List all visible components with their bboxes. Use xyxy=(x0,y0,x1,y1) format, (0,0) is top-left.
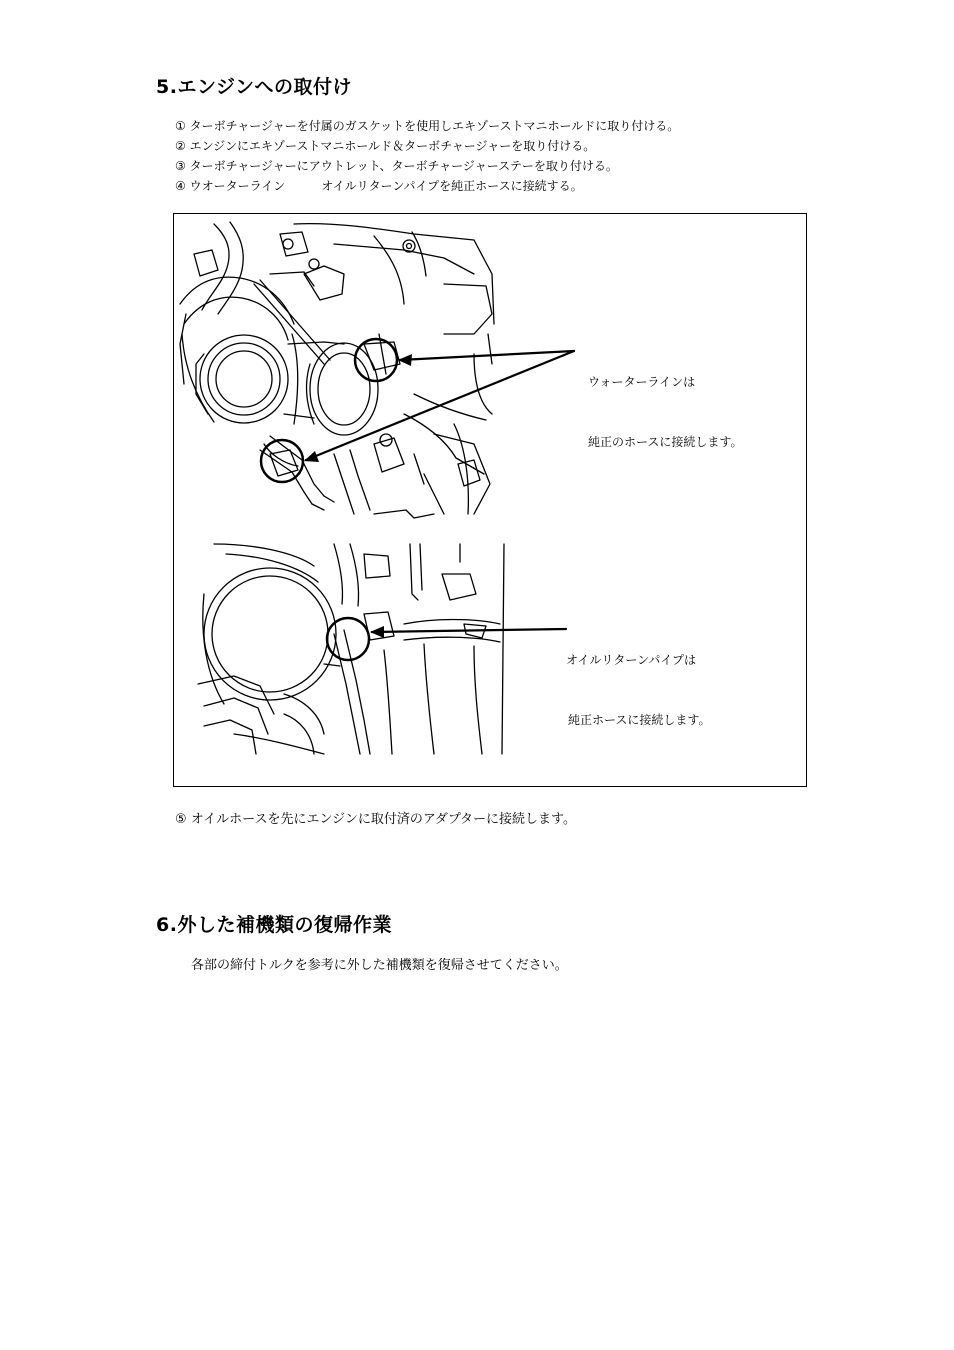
section-5-title: 5.エンジンへの取付け xyxy=(156,76,352,98)
water-line-callout xyxy=(588,332,742,492)
oil-return-callout-line: オイルリターンパイプは xyxy=(566,653,696,667)
engine-line-drawing xyxy=(174,214,807,787)
step-5-text: ⑤ オイルホースを先にエンジンに取付済のアダプターに接続します。 xyxy=(175,812,576,827)
oil-return-callout-line: 純正ホースに接続します。 xyxy=(568,713,711,727)
section-6-title: 6.外した補機類の復帰作業 xyxy=(156,914,392,936)
engine-diagram-figure xyxy=(173,213,807,787)
water-line-callout-line: 純正のホースに接続します。 xyxy=(588,435,743,449)
step-item: ① ターボチャージャーを付属のガスケットを使用しエキゾーストマニホールドに取り付ける。 xyxy=(175,119,680,133)
water-line-callout-line: ウォーターラインは xyxy=(588,375,696,389)
section-6-intro: 各部の締付トルクを参考に外した補機類を復帰させてください。 xyxy=(191,958,568,973)
installation-steps-list xyxy=(175,116,679,196)
step-item: ④ ウオーターライン オイルリターンパイプを純正ホースに接続する。 xyxy=(175,179,583,193)
step-item: ③ ターボチャージャーにアウトレット、ターボチャージャーステーを取り付ける。 xyxy=(175,159,618,173)
step-item: ② エンジンにエキゾーストマニホールド＆ターボチャージャーを取り付ける。 xyxy=(175,139,596,153)
oil-return-callout xyxy=(566,610,710,770)
